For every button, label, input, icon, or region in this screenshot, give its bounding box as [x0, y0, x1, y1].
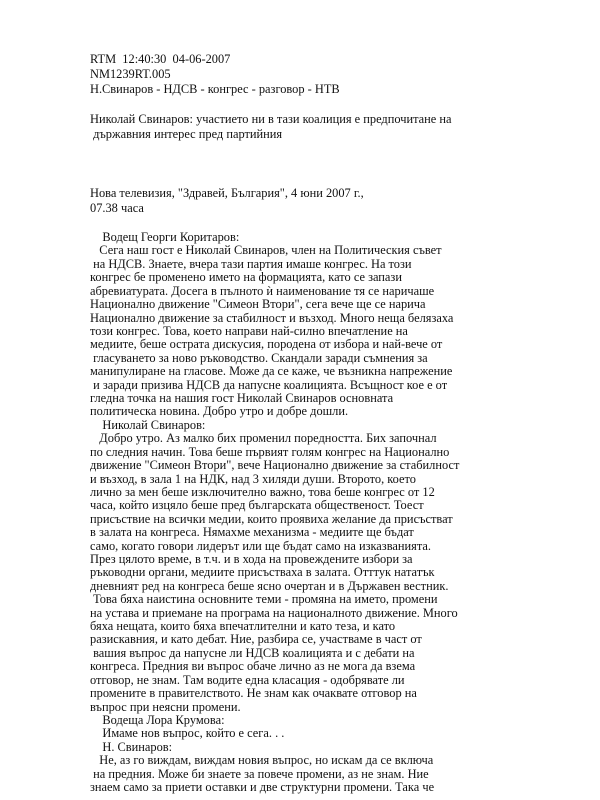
headline-line: Николай Свинаров: участието ни в тази коалиция е предпочитане на — [90, 112, 452, 126]
body-line: абревиатурата. Досега в пълното ѝ наименование тя се наричаше — [90, 283, 435, 298]
body-line: Не, аз го виждам, виждам новия въпрос, но искам да се включа — [90, 753, 434, 768]
speaker-label: Н. Свинаров: — [90, 739, 173, 754]
body-line: и възход, в зала 1 на НДК, над 3 хиляди души. Второто, което — [90, 471, 416, 486]
body-line: вашия въпрос да напусне ли НДСВ коалицията и с дебати на — [90, 645, 415, 660]
body-line: този конгрес. Това, което направи най-силно впечатление на — [90, 323, 408, 338]
body-line: лично за мен беше изключително важно, това беше конгрес от 12 — [90, 484, 435, 499]
body-line: Това бяха наистина основните теми - промяна на името, промени — [90, 592, 438, 607]
speaker-label: Николай Свинаров: — [90, 417, 206, 432]
body-line: Национално движение за стабилност и възход. Много неща белязаха — [90, 310, 454, 325]
body-line: конгрес бе променено името на формацията, като се запази — [90, 270, 402, 285]
body-line: Добро утро. Аз малко бих променил поредността. Бих започнал — [90, 431, 437, 446]
body-line: конгреса. Предния ви въпрос обаче лично аз не мога да взема — [90, 659, 416, 674]
body-line: промените в правителството. Не знам как очаквате отговор на — [90, 686, 417, 701]
body-line: медиите, беше острата дискусия, породена от избора и най-вече от — [90, 337, 443, 352]
body-line: гласуването за ново ръководство. Скандали заради съмнения за — [90, 350, 428, 365]
body-line: Имаме нов въпрос, който е сега. . . — [90, 726, 285, 741]
body-line: политическа новина. Добро утро и добре дошли. — [90, 404, 349, 419]
body-line: дневният ред на конгреса беше ясно очертан и в Държавен вестник. — [90, 578, 449, 593]
document-code-line: NM1239RT.005 — [90, 67, 171, 81]
body-line: движение "Симеон Втори", вече Национално движение за стабилност — [90, 458, 460, 472]
body-line: присъствие на всички медии, които проявиха желание да присъстват — [90, 511, 453, 526]
body-line: на устава и приемане на програма на националното движение. Много — [90, 605, 458, 620]
agency-timestamp-line: RTM 12:40:30 04-06-2007 — [90, 52, 231, 66]
headline-line: държавния интерес пред партийния — [90, 127, 283, 141]
keywords-line: Н.Свинаров - НДСВ - конгрес - разговор - НТВ — [90, 82, 340, 96]
speaker-label: Водещ Георги Коритаров: — [90, 230, 240, 244]
source-line: 07.38 часа — [90, 201, 144, 215]
body-line: разискавния, и като дебат. Ние, разбира се, участваме в част от — [90, 632, 422, 647]
source-line: Нова телевизия, "Здравей, България", 4 юни 2007 г., — [90, 186, 364, 200]
body-line: ръководни органи, медиите присъстваха в залата. Отттук нататък — [90, 565, 435, 580]
body-line: манипулиране на гласове. Може да се каже, че възникна напрежение — [90, 364, 453, 379]
body-line: Национално движение "Симеон Втори", сега вече ще се нарича — [90, 297, 426, 312]
body-line: въпрос при неясни промени. — [90, 699, 241, 714]
body-line: знаем само за приети оставки и две структурни промени. Така че — [90, 780, 435, 794]
body-line: бяха нещата, които бяха впечатлителни и като теза, и като — [90, 619, 396, 633]
body-line: на НДСВ. Знаете, вчера тази партия имаше конгрес. На този — [90, 256, 412, 271]
body-line: в залата на конгреса. Нямахме механизма - медиите ще бъдат — [90, 525, 414, 540]
body-line: отговор, не знам. Там водите една класация - одобрявате ли — [90, 672, 405, 687]
body-line: гледна точка на нашия гост Николай Свинаров основната — [90, 391, 394, 405]
body-line: по следния начин. Това беше първият голям конгрес на Национално — [90, 444, 450, 459]
speaker-label: Водеща Лора Крумова: — [90, 712, 225, 727]
body-line: и заради призива НДСВ да напусне коалицията. Всъщност кое е от — [90, 377, 448, 392]
body-line: на предния. Може би знаете за повече промени, аз не знам. Ние — [90, 766, 429, 781]
body-line: Сега наш гост е Николай Свинаров, член на Политическия съвет — [90, 243, 442, 258]
body-line: само, когато говори лидерът или ще бъдат само на изказванията. — [90, 538, 432, 553]
body-line: часа, който изцяло беше пред българската общественост. Тоест — [90, 498, 424, 513]
body-line: През цялото време, в т.ч. и в хода на провеждените избори за — [90, 552, 413, 566]
